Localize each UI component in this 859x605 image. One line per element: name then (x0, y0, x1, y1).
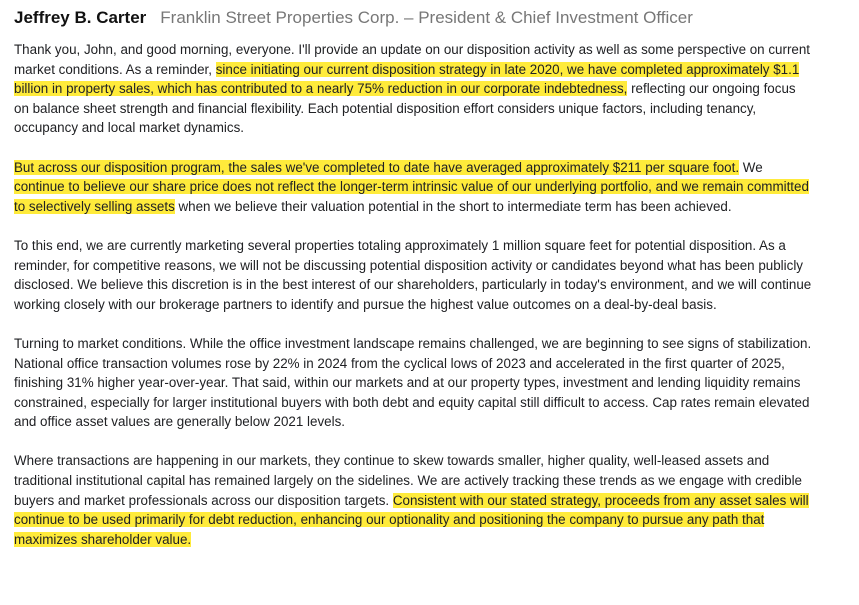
highlighted-text: since initiating our current disposition strategy in late 2020, we have completed approximately $1.1 billion in property sales, which has contributed to a nearly 75% reduction in our corporate indebtedness, (14, 61, 800, 97)
paragraph-5 (14, 451, 814, 549)
paragraph-text: Where transactions are happening in our markets, they continue to skew towards smaller, higher quality, well-leased assets and traditional institutional capital has remained largely on the sidelines. We are actively tracking these trends as we engage with credible buyers and market professionals across our disposition targets. (14, 453, 803, 508)
paragraph-text: Thank you, John, and good morning, everyone. I'll provide an update on our disposition activity as well as some perspective on current market conditions. As a reminder, (14, 42, 811, 77)
paragraph-text: when we believe their valuation potential in the short to intermediate term has been achieved. (174, 198, 732, 214)
highlighted-text: Consistent with our stated strategy, proceeds from any asset sales will continue to be used primarily for debt reduction, enhancing our optionality and positioning the company to pursue any path that maximizes shareholder value. (14, 492, 809, 547)
highlighted-text: But across our disposition program, the sales we've completed to date have averaged approximately $211 per square foot. (14, 159, 740, 175)
paragraph-text: Turning to market conditions. While the office investment landscape remains challenged, we are beginning to see signs of stabilization. National office transaction volumes rose by 22% in 2024 from the cyclical lows of 2023 and accelerated in the first quarter of 2025, finishing 31% higher year-over-year. That said, within our markets and at our property types, investment and lending liquidity remains constrained, especially for larger institutional buyers with both debt and equity capital still difficult to access. Cap rates remain elevated and office asset values are generally below 2021 levels. (14, 335, 812, 430)
highlighted-text: continue to believe our share price does not reflect the longer-term intrinsic value of our underlying portfolio, and we remain committed to selectively selling assets (14, 179, 809, 214)
speaker-header (14, 8, 845, 28)
paragraph-text: reflecting our ongoing focus on balance sheet strength and financial flexibility. Each potential disposition effort considers unique factors, including tenancy, occupancy and local market dynamics. (14, 81, 796, 136)
paragraph-3 (14, 236, 814, 314)
paragraph-2 (14, 158, 814, 217)
paragraph-text: To this end, we are currently marketing several properties totaling approximately 1 million square feet for potential disposition. As a reminder, for competitive reasons, we will not be discussing potential disposition activity or candidates beyond what has been publicly disclosed. We believe this discretion is in the best interest of our shareholders, particularly in today's environment, and we will continue working closely with our brokerage partners to identify and pursue the highest value outcomes on a deal-by-deal basis. (14, 237, 812, 312)
speaker-name: Jeffrey B. Carter (14, 8, 147, 27)
speaker-role: Franklin Street Properties Corp. – President & Chief Investment Officer (160, 8, 693, 27)
paragraph-1 (14, 40, 814, 138)
paragraph-text: We (739, 159, 763, 175)
paragraph-4 (14, 334, 814, 432)
